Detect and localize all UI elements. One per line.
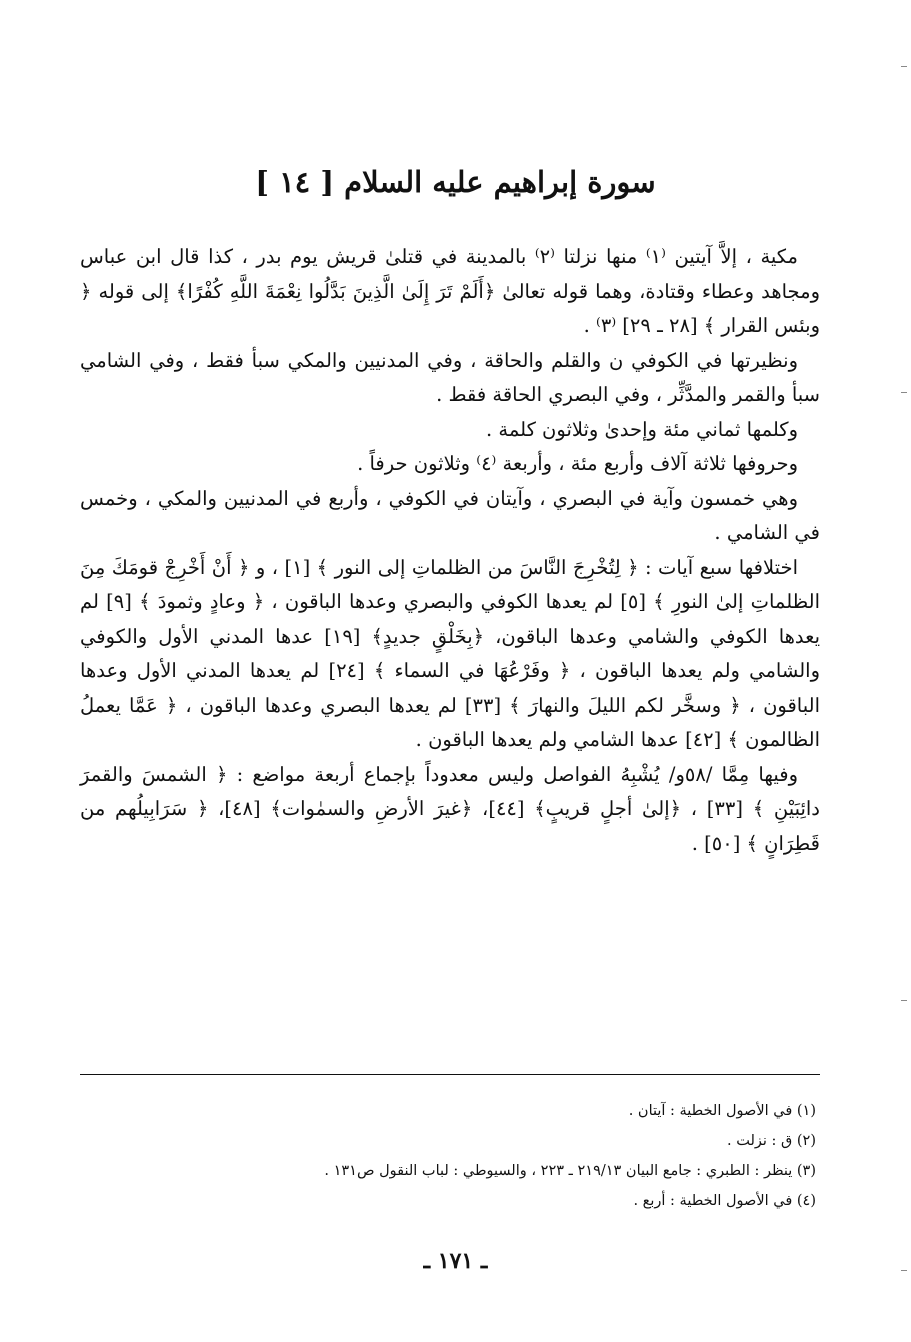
footnote-3: (٣) ينظر : الطبري : جامع البيان ٢١٩/١٣ ـ ٢٢٣ ، والسيوطي : لباب النقول ص١٣١ . [324,1163,816,1179]
edge-mark [901,66,907,67]
edge-mark [901,1270,907,1271]
page-number: ـ ١٧١ ـ [423,1248,488,1274]
paragraph-counterparts: ونظيرتها في الكوفي ن والقلم والحاقة ، وفي المدنيين والمكي سبأ فقط ، وفي الشامي سبأ والقمر والمدَّثِّر ، وفي البصري الحاقة فقط . [80,348,820,406]
paragraph-verse-count: وهي خمسون وآية في البصري ، وآيتان في الكوفي ، وأربع في المدنيين والمكي ، وخمس في الشامي . [80,486,820,544]
edge-mark [901,1000,907,1001]
footnote-2: (٢) ق : نزلت . [727,1133,816,1149]
footnote-4: (٤) في الأصول الخطية : أربع . [633,1193,816,1209]
surah-title: سورة إبراهيم عليه السلام [ ١٤ ] [255,165,656,199]
paragraph-revelation: مكية ، إلاَّ آيتين ⁽١⁾ منها نزلتا ⁽٢⁾ بالمدينة في قتلىٰ قريش يوم بدر ، كذا قال ابن عباس ومجاهد وعطاء وقتادة، وهما قوله تعالىٰ ﴿أَلَمْ تَرَ إِلَىٰ الَّذِينَ بَدَّلُوا نِعْمَةَ اللَّهِ كُفْرًا﴾ إلى قوله ﴿ وبئس القرار ﴾ [٢٨ ـ ٢٩] ⁽٣⁾ . [80,245,820,337]
paragraph-differences: اختلافها سبع آيات : ﴿ لِتُخْرِجَ النَّاسَ من الظلماتِ إلى النور ﴾ [١] ، و ﴿ أَنْ أَخْرِجْ قومَكَ مِنَ الظلماتِ إلىٰ النورِ ﴾ [٥] لم يعدها الكوفي والبصري وعدها الباقون ، ﴿ وعادٍ وثمودَ ﴾ [٩] لم يعدها الكوفي والشامي وعدها الباقون، ﴿بِخَلْقٍ جديدٍ﴾ [١٩] عدها المدني الأول والكوفي والشامي ولم يعدها الباقون ، ﴿ وفَرْعُهَا في السماء ﴾ [٢٤] لم يعدها المدني الأول وعدها الباقون ، ﴿ وسخَّر لكم الليلَ والنهارَ ﴾ [٣٣] لم يعدها البصري وعدها الباقون ، ﴿ عَمَّا يعملُ الظالمون ﴾ [٤٢] عدها الشامي ولم يعدها الباقون . [80,555,821,751]
paragraph-resembling: وفيها مِمَّا /٥٨و/ يُشْبِهُ الفواصل وليس معدوداً بإجماع أربعة مواضع : ﴿ الشمسَ والقمرَ دائِبَيْنِ ﴾ [٣٣] ، ﴿إلىٰ أجلٍ قريبٍ﴾ [٤٤]، ﴿غيرَ الأرضِ والسمٰوات﴾ [٤٨]، ﴿ سَرَابِيلُهم من قَطِرَانٍ ﴾ [٥٠] . [80,762,820,855]
footnote-1: (١) في الأصول الخطية : آيتان . [628,1103,816,1119]
edge-mark [901,392,907,393]
paragraph-letter-count: وحروفها ثلاثة آلاف وأربع مئة ، وأربعة ⁽٤⁾ وثلاثون حرفاً . [357,452,798,475]
footnote-divider [80,1074,820,1075]
footnotes [80,1096,820,1216]
main-text [80,240,820,861]
paragraph-word-count: وكلمها ثماني مئة وإحدىٰ وثلاثون كلمة . [485,417,798,441]
